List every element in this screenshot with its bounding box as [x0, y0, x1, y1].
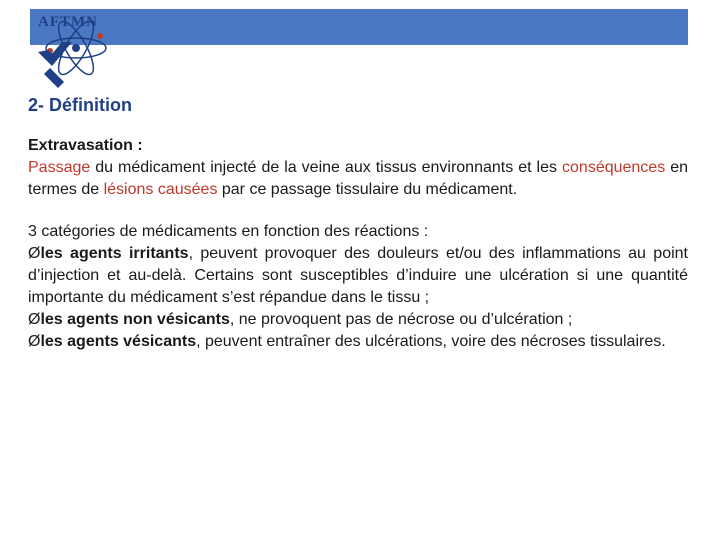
category-term: les agents vésicants: [40, 333, 197, 350]
categories-intro: 3 catégories de médicaments en fonction des réactions :: [28, 223, 429, 240]
bullet-arrow-icon: Ø: [28, 333, 41, 350]
bullet-arrow-icon: Ø: [28, 311, 41, 328]
section-title: 2- Définition: [28, 95, 132, 115]
category-desc: , ne provoquent pas de nécrose ou d’ulcération ;: [229, 311, 573, 328]
header-bar: [30, 9, 688, 45]
definition-part-0: Passage: [28, 159, 91, 176]
category-term: les agents irritants: [40, 245, 189, 262]
category-item-irritants: [28, 243, 688, 309]
definition-part-4: lésions causées: [103, 181, 218, 198]
definition-paragraph: [28, 135, 688, 201]
category-desc: , peuvent provoquer des douleurs et/ou des inflammations au point d’injection et au-delà. Certains sont susceptibles d’induire une ulcération si une quantité importante du médicament s’est répandue dans le tissu ;: [28, 245, 688, 306]
bullet-arrow-icon: Ø: [28, 245, 41, 262]
definition-part-2: conséquences: [562, 159, 666, 176]
logo-text: AFTMN: [38, 14, 98, 30]
slide-content: [28, 95, 688, 353]
category-item-vesicants: [28, 331, 688, 353]
definition-part-3: en termes de: [28, 159, 688, 198]
category-item-non-vesicants: [28, 309, 688, 331]
category-desc: , peuvent entraîner des ulcérations, voire des nécroses tissulaires.: [196, 333, 666, 350]
definition-part-1: du médicament injecté de la veine aux tissus environnants et les: [90, 159, 563, 176]
category-term: les agents non vésicants: [40, 311, 230, 328]
aftmn-logo: [30, 6, 122, 90]
definition-term: Extravasation :: [28, 137, 143, 154]
definition-part-5: par ce passage tissulaire du médicament.: [217, 181, 518, 198]
